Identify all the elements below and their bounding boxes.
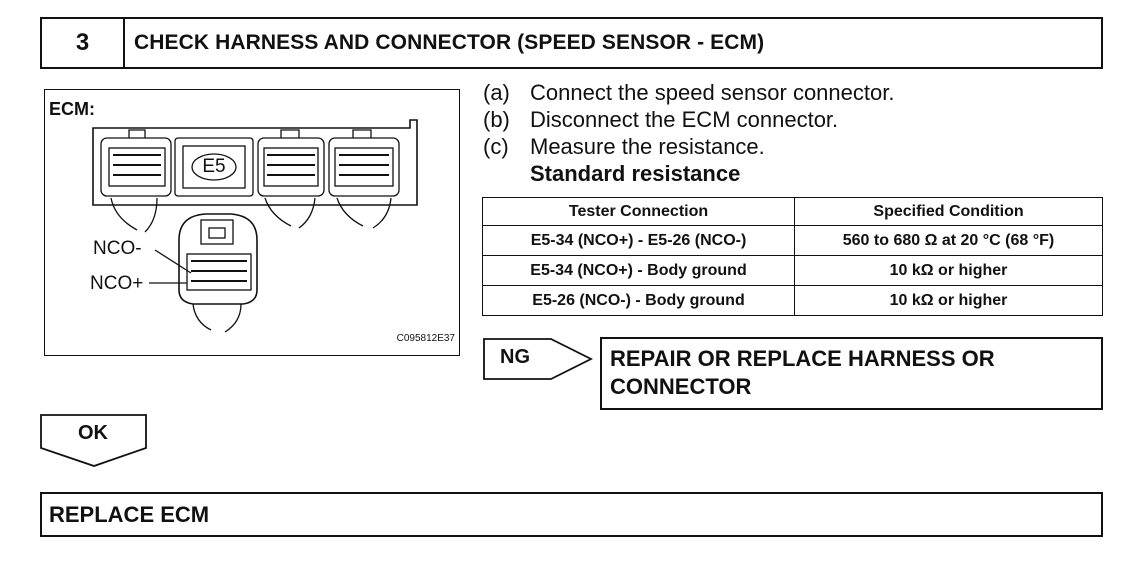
ng-action-line: CONNECTOR (610, 374, 752, 399)
figure-code: C095812E37 (396, 333, 455, 344)
instruction-text: Connect the speed sensor connector. (530, 79, 895, 105)
instruction-text: Measure the resistance. (530, 133, 765, 159)
table-cell: 10 kΩ or higher (795, 286, 1103, 316)
table-row (483, 286, 1103, 316)
instructions (483, 79, 1103, 188)
step-header (40, 17, 1103, 69)
figure-title: ECM: (49, 99, 95, 119)
instruction-item (483, 133, 1103, 160)
instruction-text: Disconnect the ECM connector. (530, 106, 839, 132)
table-cell: 10 kΩ or higher (795, 256, 1103, 286)
ng-label: NG (500, 346, 530, 368)
ok-label: OK (78, 422, 108, 444)
instruction-item (483, 106, 1103, 133)
ng-action-text (610, 345, 995, 401)
ng-result-tag (483, 338, 593, 380)
table-header-row (483, 198, 1103, 226)
table-cell: E5-34 (NCO+) - E5-26 (NCO-) (483, 226, 795, 256)
table-row (483, 256, 1103, 286)
instruction-letter: (a) (483, 79, 510, 105)
ok-result-tag (40, 414, 148, 468)
final-action-text: REPLACE ECM (49, 501, 210, 527)
column-header: Specified Condition (795, 198, 1103, 226)
standard-resistance-label: Standard resistance (530, 161, 741, 186)
instruction-letter: (c) (483, 133, 509, 159)
ecm-connector-illustration (45, 90, 459, 355)
ng-action-line: REPAIR OR REPLACE HARNESS OR (610, 346, 995, 371)
instruction-item (483, 79, 1103, 106)
ng-action-box (600, 337, 1103, 410)
resistance-spec-table (482, 197, 1103, 316)
instruction-letter: (b) (483, 106, 510, 132)
table-row (483, 226, 1103, 256)
step-number: 3 (42, 19, 125, 67)
column-header: Tester Connection (483, 198, 795, 226)
connector-e5-label: E5 (202, 156, 226, 177)
ecm-connector-figure (44, 89, 460, 356)
table-cell: 560 to 680 Ω at 20 °C (68 °F) (795, 226, 1103, 256)
nco-plus-label: NCO+ (90, 273, 144, 294)
table-cell: E5-26 (NCO-) - Body ground (483, 286, 795, 316)
table-cell: E5-34 (NCO+) - Body ground (483, 256, 795, 286)
step-title: CHECK HARNESS AND CONNECTOR (SPEED SENSOR - ECM) (134, 31, 765, 54)
final-action-box (40, 492, 1103, 537)
nco-minus-label: NCO- (93, 238, 142, 259)
